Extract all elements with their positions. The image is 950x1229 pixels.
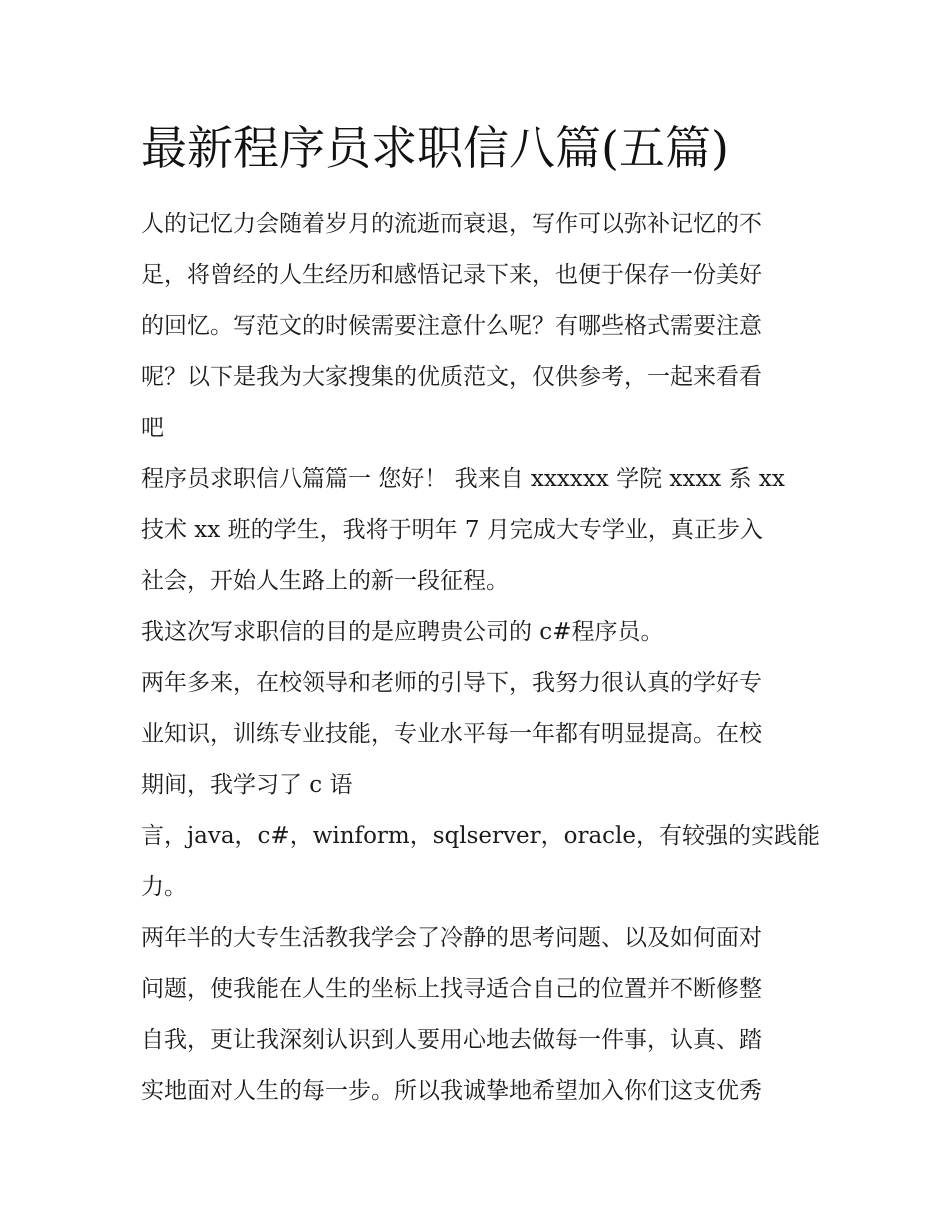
text-line: 吧 [141,415,164,441]
text-line: 自我，更让我深刻认识到人要用心地去做每一件事，认真、踏 [141,1027,762,1053]
text-line: 实地面对人生的每一步。所以我诚挚地希望加入你们这支优秀 [141,1078,762,1104]
text-line: 人的记忆力会随着岁月的流逝而衰退，写作可以弥补记忆的不 [141,211,762,237]
document-title: 最新程序员求职信八篇(五篇) [141,121,729,175]
text-line: 程序员求职信八篇篇一 您好！ 我来自 xxxxxx 学院 xxxx 系 xx [141,466,785,492]
text-line: 足，将曾经的人生经历和感悟记录下来，也便于保存一份美好 [141,262,762,288]
text-line: 问题，使我能在人生的坐标上找寻适合自己的位置并不断修整 [141,976,762,1002]
text-line: 言，java，c#，winform，sqlserver，oracle，有较强的实践能 [141,823,821,849]
text-line: 技术 xx 班的学生，我将于明年 7 月完成大专学业，真正步入 [141,517,763,543]
text-line: 期间，我学习了 c 语 [141,772,353,798]
text-line: 业知识，训练专业技能，专业水平每一年都有明显提高。在校 [141,721,762,747]
text-line: 的回忆。写范文的时候需要注意什么呢？有哪些格式需要注意 [141,313,762,339]
text-line: 我这次写求职信的目的是应聘贵公司的 c#程序员。 [141,619,664,645]
text-line: 呢？以下是我为大家搜集的优质范文，仅供参考，一起来看看 [141,364,762,390]
document-body [141,199,821,1117]
text-line: 力。 [141,874,187,900]
text-line: 两年半的大专生活教我学会了冷静的思考问题、以及如何面对 [141,925,762,951]
text-line: 两年多来，在校领导和老师的引导下，我努力很认真的学好专 [141,670,762,696]
text-line: 社会，开始人生路上的新一段征程。 [141,568,509,594]
